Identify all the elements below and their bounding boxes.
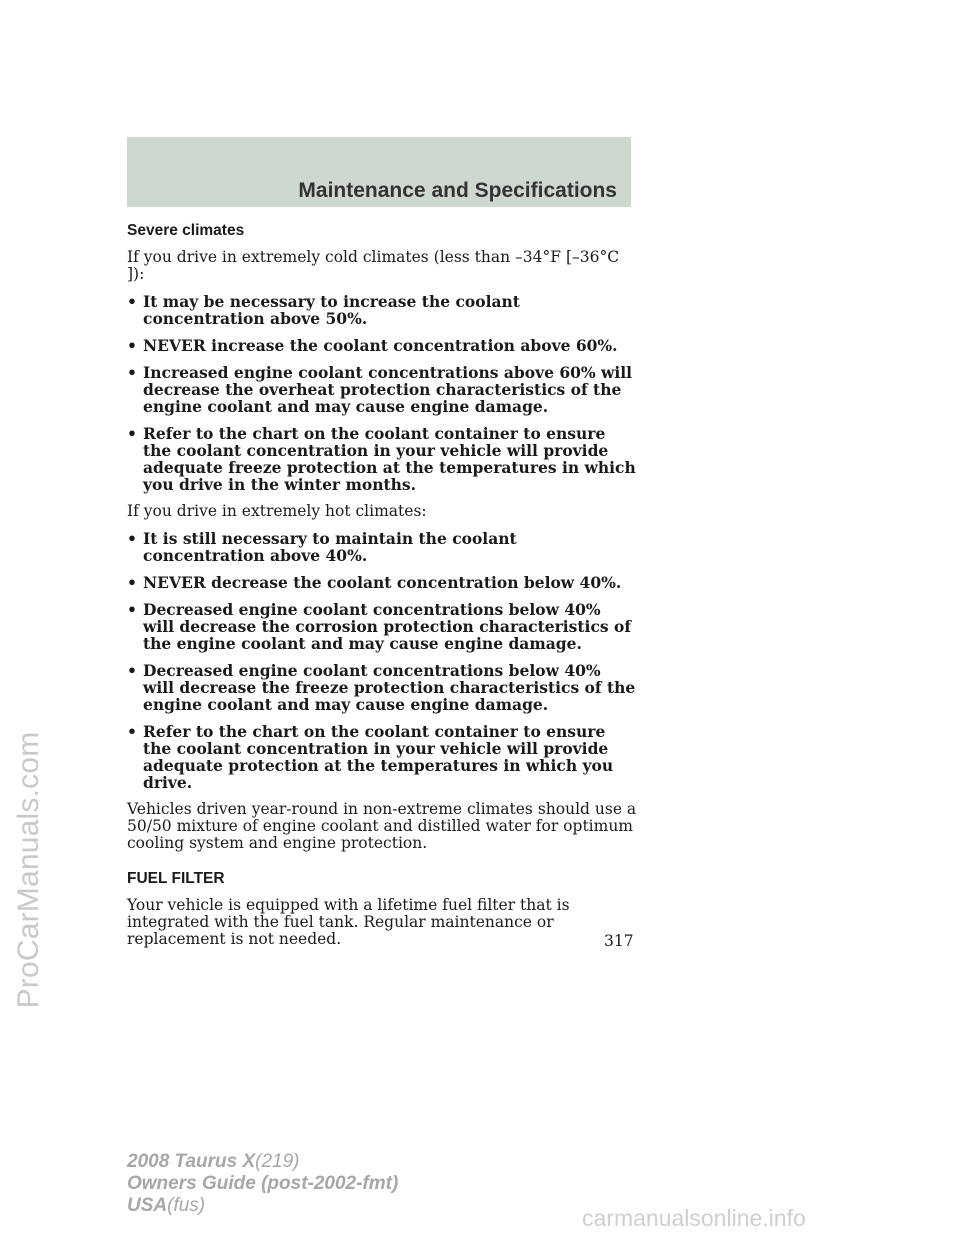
severe-climates-heading: Severe climates	[127, 222, 245, 239]
list-item: • Refer to the chart on the coolant container to ensure the coolant concentration in your vehicle will provide adequate freeze protection at the temperatures in which you drive in the winter months.	[127, 425, 637, 493]
bottom-watermark: carmanualsonline.info	[582, 1205, 806, 1231]
non-extreme-paragraph: Vehicles driven year-round in non-extreme climates should use a 50/50 mixture of engine coolant and distilled water for optimum cooling system and engine protection.	[127, 800, 637, 852]
footer-region-code: (fus)	[167, 1195, 206, 1216]
page-number: 317	[604, 932, 634, 950]
footer-region: USA	[127, 1195, 168, 1216]
cold-climates-list	[127, 293, 637, 493]
footer-line-model	[127, 1151, 398, 1173]
section-title: Maintenance and Specifications	[298, 179, 617, 202]
side-watermark	[6, 540, 52, 1200]
list-item: • Increased engine coolant concentrations above 60% will decrease the overheat protection characteristics of the engine coolant and may cause engine damage.	[127, 364, 637, 415]
fuel-filter-heading: FUEL FILTER	[127, 870, 225, 887]
list-item: • NEVER increase the coolant concentration above 60%.	[127, 337, 637, 354]
side-watermark-text: ProCarManuals.com	[12, 731, 45, 1009]
footer-model-code: (219)	[255, 1151, 300, 1172]
document-footer	[127, 1151, 398, 1217]
fuel-filter-paragraph: Your vehicle is equipped with a lifetime fuel filter that is integrated with the fuel tank. Regular maintenance or replacement is not needed.	[127, 896, 570, 948]
cold-climates-intro: If you drive in extremely cold climates (less than –34°F [–36°C ]):	[127, 248, 620, 283]
page-content	[127, 222, 637, 958]
hot-climates-list	[127, 530, 637, 791]
list-item: • It may be necessary to increase the coolant concentration above 50%.	[127, 293, 637, 327]
hot-climates-intro: If you drive in extremely hot climates:	[127, 502, 427, 520]
list-item: • Decreased engine coolant concentrations below 40% will decrease the freeze protection characteristics of the engine coolant and may cause engine damage.	[127, 662, 637, 713]
footer-line-region	[127, 1195, 398, 1217]
list-item: • Refer to the chart on the coolant container to ensure the coolant concentration in your vehicle will provide adequate protection at the temperatures in which you drive.	[127, 723, 637, 791]
footer-guide: Owners Guide (post-2002-fmt)	[127, 1173, 399, 1194]
list-item: • Decreased engine coolant concentrations below 40% will decrease the corrosion protection characteristics of the engine coolant and may cause engine damage.	[127, 601, 637, 652]
list-item: • NEVER decrease the coolant concentration below 40%.	[127, 574, 637, 591]
section-header-bar	[127, 137, 631, 207]
list-item: • It is still necessary to maintain the coolant concentration above 40%.	[127, 530, 637, 564]
footer-model: 2008 Taurus X	[127, 1151, 256, 1172]
